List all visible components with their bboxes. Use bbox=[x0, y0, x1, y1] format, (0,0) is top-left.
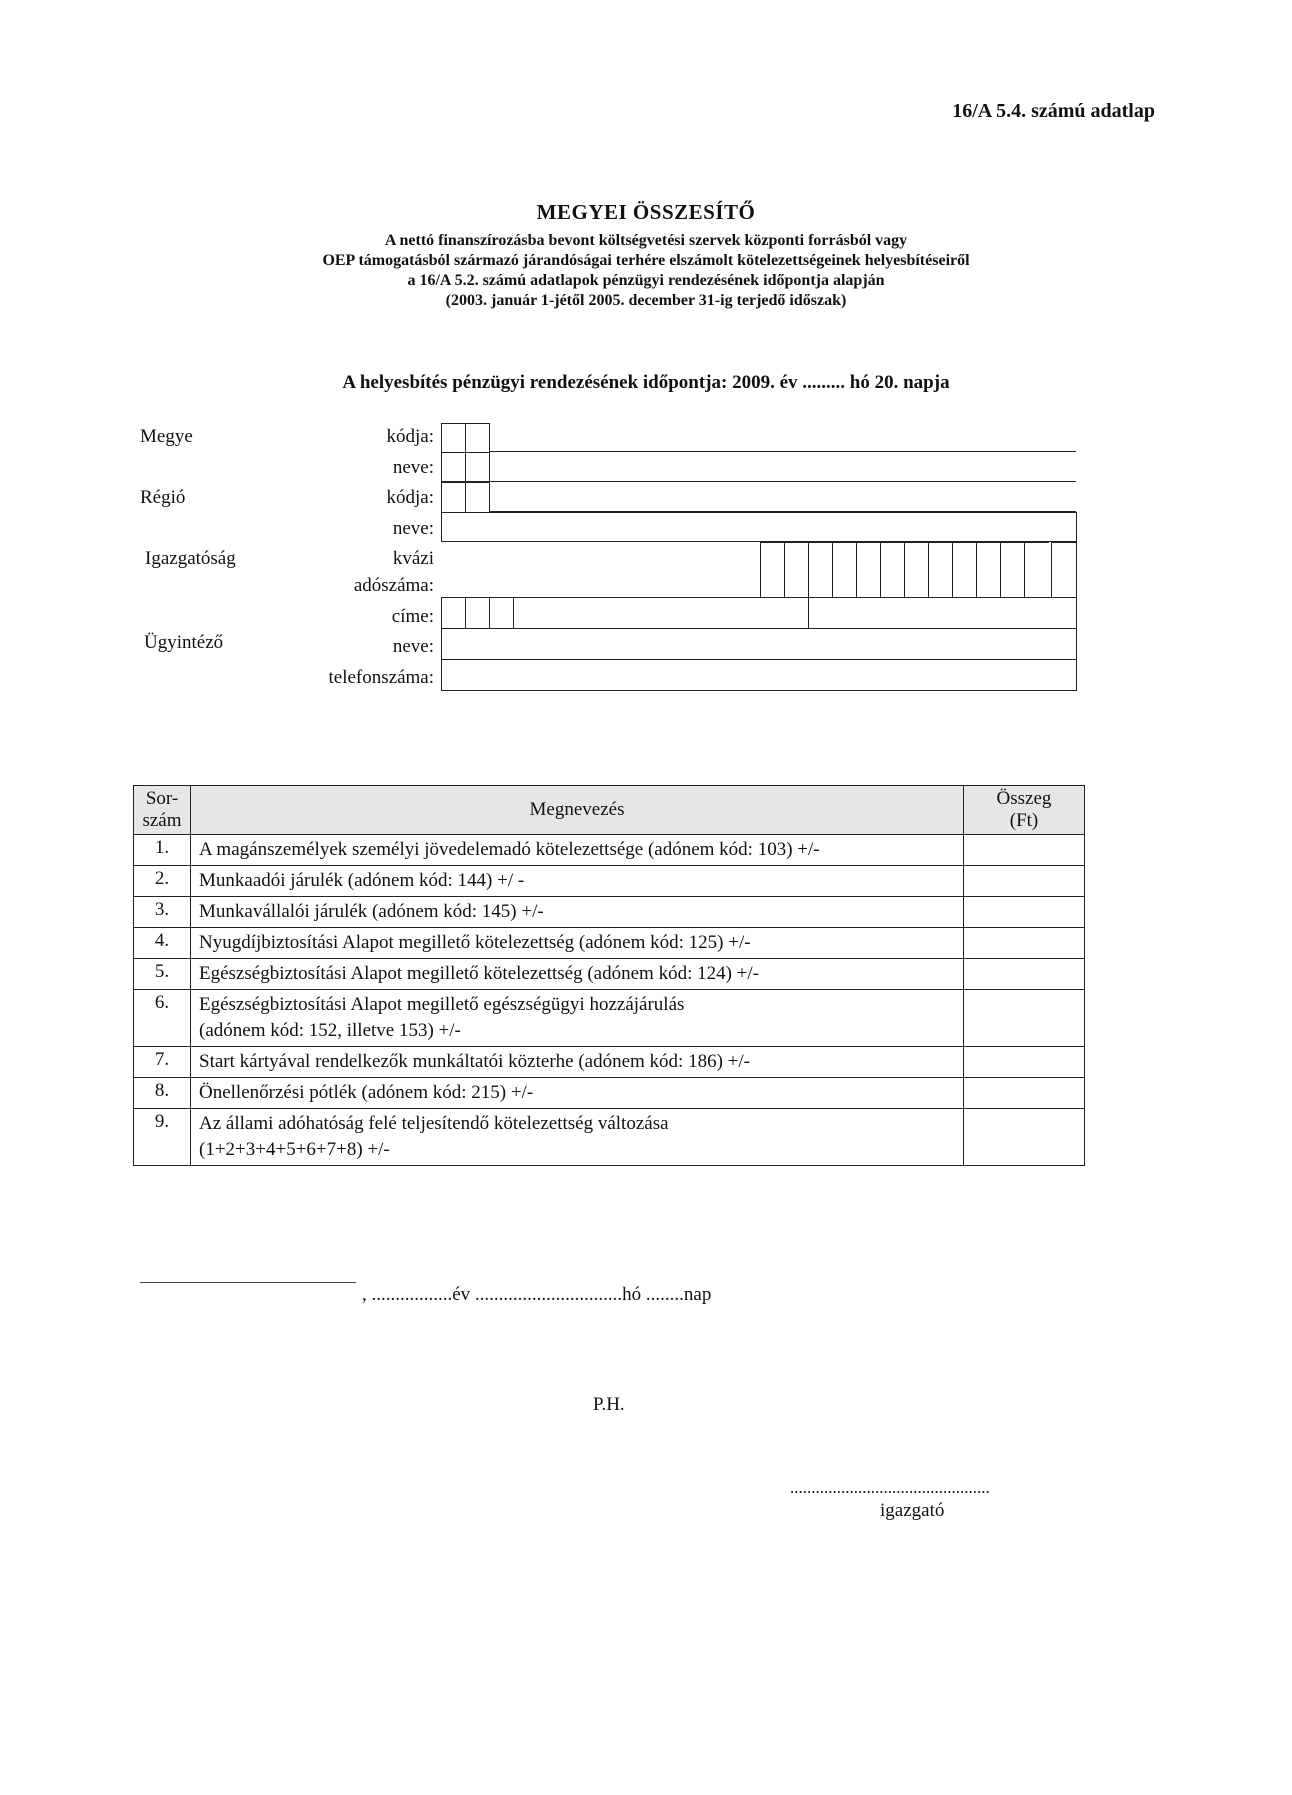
ugyintezo-neve-label: neve: bbox=[392, 636, 434, 657]
megye-code-box-1[interactable] bbox=[441, 423, 466, 453]
regio-kodja-label: kódja: bbox=[386, 487, 434, 508]
items-table bbox=[133, 785, 1085, 1166]
col-header-osszeg: Összeg (Ft) bbox=[964, 786, 1085, 835]
subtitle-line-2: OEP támogatásból származó járandóságai terhére elszámolt kötelezettségeinek helyesbítéseiről bbox=[322, 252, 970, 269]
row-description: A magánszemélyek személyi jövedelemadó kötelezettsége (adónem kód: 103) +/- bbox=[191, 835, 964, 866]
table-row bbox=[134, 897, 1085, 928]
subtitle-line-1: A nettó finanszírozásba bevont költségvetési szervek központi forrásból vagy bbox=[384, 232, 908, 249]
table-row bbox=[134, 866, 1085, 897]
table-row bbox=[134, 959, 1085, 990]
col-header-sorszam: Sor- szám bbox=[134, 786, 191, 835]
row-description: Az állami adóhatóság felé teljesítendő kötelezettség változása (1+2+3+4+5+6+7+8) +/- bbox=[191, 1109, 964, 1166]
megye-label: Megye bbox=[140, 426, 193, 447]
table-row bbox=[134, 835, 1085, 866]
megye-name-line bbox=[490, 481, 1076, 482]
tax-digit-box-10[interactable] bbox=[976, 542, 1001, 598]
table-row bbox=[134, 990, 1085, 1047]
table-row bbox=[134, 1047, 1085, 1078]
regio-code-box-2[interactable] bbox=[465, 482, 490, 513]
row-amount-cell[interactable] bbox=[964, 835, 1085, 866]
telefonszama-label: telefonszáma: bbox=[328, 667, 434, 688]
row-description: Nyugdíjbiztosítási Alapot megillető kötelezettség (adónem kód: 125) +/- bbox=[191, 928, 964, 959]
row-description: Start kártyával rendelkezők munkáltatói közterhe (adónem kód: 186) +/- bbox=[191, 1047, 964, 1078]
tax-digit-box-1[interactable] bbox=[760, 542, 785, 598]
tax-digit-box-7[interactable] bbox=[904, 542, 929, 598]
row-number: 9. bbox=[134, 1109, 191, 1166]
postal-code-box-2[interactable] bbox=[465, 597, 490, 629]
row-number: 8. bbox=[134, 1078, 191, 1109]
row-number: 3. bbox=[134, 897, 191, 928]
table-row bbox=[134, 1078, 1085, 1109]
kvazi-label: kvázi bbox=[392, 548, 434, 569]
adoszama-label: adószáma: bbox=[353, 575, 434, 596]
row-description: Egészségbiztosítási Alapot megillető egészségügyi hozzájárulás (adónem kód: 152, illetve 153) +/- bbox=[191, 990, 964, 1047]
postal-code-box-3[interactable] bbox=[489, 597, 514, 629]
row-number: 4. bbox=[134, 928, 191, 959]
signature-label: igazgató bbox=[880, 1500, 945, 1521]
megye-name-box-1[interactable] bbox=[441, 452, 466, 482]
megye-kodja-label: kódja: bbox=[386, 426, 434, 447]
subtitle-line-4: (2003. január 1-jétől 2005. december 31-ig terjedő időszak) bbox=[445, 292, 847, 309]
subtitle-line-3: a 16/A 5.2. számú adatlapok pénzügyi rendezésének időpontja alapján bbox=[407, 272, 885, 289]
page-title: MEGYEI ÖSSZESÍTŐ bbox=[536, 200, 756, 224]
megye-code-line bbox=[490, 451, 1076, 452]
row-amount-cell[interactable] bbox=[964, 990, 1085, 1047]
settlement-date-line: A helyesbítés pénzügyi rendezésének időpontja: 2009. év ......... hó 20. napja bbox=[342, 372, 950, 393]
tax-digit-box-8[interactable] bbox=[928, 542, 953, 598]
tax-digit-box-6[interactable] bbox=[880, 542, 905, 598]
title-block bbox=[0, 200, 1292, 311]
tax-digit-divider bbox=[1049, 542, 1052, 598]
row-number: 5. bbox=[134, 959, 191, 990]
ugyintezo-name-field[interactable] bbox=[441, 628, 1077, 660]
form-id: 16/A 5.4. számú adatlap bbox=[952, 100, 1155, 122]
tax-digit-box-5[interactable] bbox=[856, 542, 881, 598]
ugyintezo-phone-field[interactable] bbox=[441, 659, 1077, 691]
megye-name-box-2[interactable] bbox=[465, 452, 490, 482]
tax-digit-box-9[interactable] bbox=[952, 542, 977, 598]
row-number: 6. bbox=[134, 990, 191, 1047]
row-amount-cell[interactable] bbox=[964, 897, 1085, 928]
col-header-megnevezes: Megnevezés bbox=[191, 786, 964, 835]
table-row bbox=[134, 1109, 1085, 1166]
row-amount-cell[interactable] bbox=[964, 1078, 1085, 1109]
signing-date-line: , .................év ...............................hó ........nap bbox=[362, 1284, 712, 1305]
row-description: Munkaadói járulék (adónem kód: 144) +/ - bbox=[191, 866, 964, 897]
row-amount-cell[interactable] bbox=[964, 928, 1085, 959]
place-input-line[interactable] bbox=[140, 1282, 356, 1283]
megye-neve-label: neve: bbox=[392, 457, 434, 478]
row-description: Munkavállalói járulék (adónem kód: 145) +/- bbox=[191, 897, 964, 928]
igazgatosag-label: Igazgatóság bbox=[145, 548, 236, 569]
megye-code-box-2[interactable] bbox=[465, 423, 490, 453]
row-number: 1. bbox=[134, 835, 191, 866]
row-amount-cell[interactable] bbox=[964, 959, 1085, 990]
signature-line[interactable]: ............................................... bbox=[790, 1478, 990, 1497]
tax-digit-box-11[interactable] bbox=[1000, 542, 1025, 598]
tax-digit-box-2[interactable] bbox=[784, 542, 809, 598]
row-amount-cell[interactable] bbox=[964, 1047, 1085, 1078]
row-amount-cell[interactable] bbox=[964, 1109, 1085, 1166]
postal-code-box-4[interactable] bbox=[513, 597, 538, 629]
stamp-placeholder: P.H. bbox=[593, 1394, 625, 1415]
row-number: 7. bbox=[134, 1047, 191, 1078]
regio-code-box-1[interactable] bbox=[441, 482, 466, 513]
table-row bbox=[134, 928, 1085, 959]
ugyintezo-label: Ügyintéző bbox=[144, 632, 224, 653]
city-field[interactable] bbox=[537, 597, 809, 629]
regio-name-field[interactable] bbox=[441, 512, 1077, 542]
row-description: Önellenőrzési pótlék (adónem kód: 215) +/- bbox=[191, 1078, 964, 1109]
street-field[interactable] bbox=[808, 597, 1077, 629]
row-number: 2. bbox=[134, 866, 191, 897]
tax-digit-box-3[interactable] bbox=[808, 542, 833, 598]
row-amount-cell[interactable] bbox=[964, 866, 1085, 897]
regio-label: Régió bbox=[140, 487, 186, 508]
cime-label: címe: bbox=[391, 606, 434, 627]
regio-neve-label: neve: bbox=[392, 518, 434, 539]
postal-code-box-1[interactable] bbox=[441, 597, 466, 629]
tax-digit-box-4[interactable] bbox=[832, 542, 857, 598]
row-description: Egészségbiztosítási Alapot megillető kötelezettség (adónem kód: 124) +/- bbox=[191, 959, 964, 990]
